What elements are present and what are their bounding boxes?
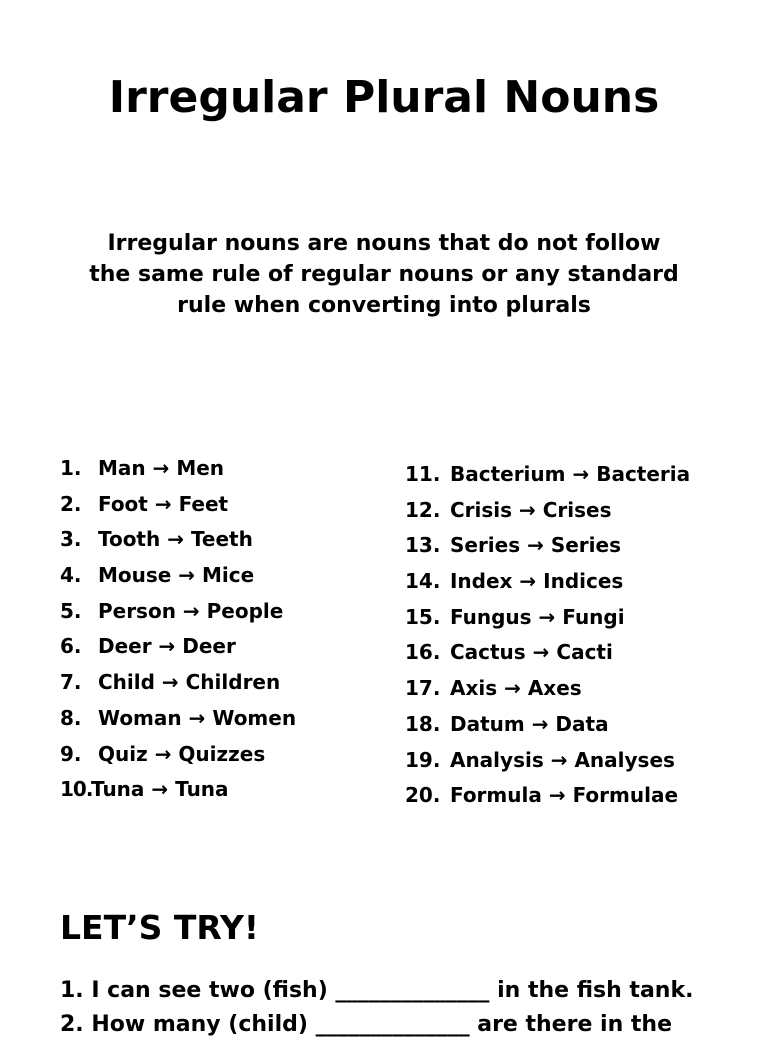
- plural-noun: Series: [550, 533, 621, 558]
- plural-noun: People: [206, 598, 284, 623]
- arrow-icon: →: [151, 777, 169, 802]
- singular-noun: Quiz: [97, 741, 148, 766]
- item-number: 9.: [60, 741, 82, 766]
- noun-list-right: [405, 461, 690, 818]
- list-item: [405, 782, 690, 818]
- arrow-icon: →: [158, 634, 176, 659]
- arrow-icon: →: [178, 563, 196, 588]
- list-item: [60, 633, 296, 669]
- plural-noun: Indices: [543, 569, 624, 594]
- arrow-icon: →: [572, 462, 590, 486]
- section-title: LET’S TRY!: [60, 908, 259, 947]
- singular-noun: Tuna: [91, 777, 145, 802]
- item-number: 17.: [405, 676, 441, 701]
- list-item: [405, 675, 690, 711]
- plural-noun: Bacteria: [596, 462, 691, 486]
- item-number: 2.: [60, 491, 82, 516]
- singular-noun: Mouse: [97, 563, 172, 588]
- exercise-item: 1. I can see two (fish) ______________ in the fish tank.: [60, 978, 694, 1003]
- noun-list-left: [60, 455, 296, 812]
- singular-noun: Man: [97, 456, 146, 480]
- item-number: 14.: [405, 569, 441, 594]
- plural-noun: Axes: [527, 676, 582, 701]
- singular-noun: Datum: [449, 711, 525, 736]
- list-item: [405, 532, 690, 568]
- plural-noun: Fungi: [562, 604, 625, 629]
- item-number: 3.: [60, 527, 82, 552]
- list-item: [405, 747, 690, 783]
- list-item: [60, 562, 296, 598]
- item-number: 10.: [60, 777, 93, 802]
- plural-noun: Men: [176, 456, 225, 480]
- plural-noun: Feet: [178, 491, 229, 516]
- item-number: 16.: [405, 640, 441, 665]
- list-item: [60, 491, 296, 527]
- singular-noun: Crisis: [449, 497, 513, 522]
- arrow-icon: →: [550, 747, 568, 772]
- singular-noun: Analysis: [449, 747, 544, 772]
- item-number: 12.: [405, 497, 441, 522]
- plural-noun: Quizzes: [178, 741, 266, 766]
- plural-noun: Data: [555, 711, 609, 736]
- item-number: 18.: [405, 711, 441, 736]
- list-item: [405, 461, 690, 497]
- plural-noun: Tuna: [175, 777, 229, 802]
- plural-noun: Teeth: [190, 527, 253, 552]
- plural-noun: Deer: [182, 634, 236, 659]
- plural-noun: Crises: [542, 497, 612, 522]
- arrow-icon: →: [167, 527, 184, 552]
- intro-paragraph: Irregular nouns are nouns that do not follow the same rule of regular nouns or any standard rule when converting into plurals: [89, 231, 679, 318]
- list-item: [405, 639, 690, 675]
- arrow-icon: →: [548, 783, 566, 808]
- singular-noun: Person: [97, 598, 176, 623]
- arrow-icon: →: [519, 569, 537, 594]
- plural-noun: Analyses: [574, 747, 675, 772]
- plural-noun: Formulae: [572, 783, 679, 808]
- arrow-icon: →: [154, 741, 172, 766]
- item-number: 7.: [60, 670, 82, 695]
- arrow-icon: →: [152, 456, 170, 480]
- singular-noun: Formula: [449, 783, 542, 808]
- arrow-icon: →: [182, 598, 200, 623]
- item-number: 20.: [405, 783, 441, 808]
- singular-noun: Index: [449, 569, 513, 594]
- page-title: Irregular Plural Nouns: [108, 72, 660, 123]
- plural-noun: Mice: [202, 563, 255, 588]
- arrow-icon: →: [531, 711, 549, 736]
- arrow-icon: →: [527, 533, 544, 558]
- list-item: [60, 455, 296, 491]
- item-number: 11.: [405, 462, 441, 486]
- arrow-icon: →: [161, 670, 179, 695]
- list-item: [60, 776, 296, 812]
- item-number: 6.: [60, 634, 82, 659]
- item-number: 4.: [60, 563, 82, 588]
- singular-noun: Woman: [97, 705, 182, 730]
- singular-noun: Fungus: [449, 604, 532, 629]
- arrow-icon: →: [538, 604, 556, 629]
- singular-noun: Child: [97, 670, 155, 695]
- list-item: [60, 705, 296, 741]
- singular-noun: Axis: [449, 676, 498, 701]
- plural-noun: Women: [212, 705, 297, 730]
- singular-noun: Deer: [97, 634, 152, 659]
- exercise-item: 2. How many (child) ______________ are there in the: [60, 1012, 672, 1037]
- item-number: 13.: [405, 533, 441, 558]
- plural-noun: Children: [185, 670, 281, 695]
- list-item: [405, 604, 690, 640]
- plural-noun: Cacti: [556, 640, 613, 665]
- arrow-icon: →: [154, 491, 172, 516]
- list-item: [60, 741, 296, 777]
- item-number: 15.: [405, 604, 441, 629]
- arrow-icon: →: [532, 640, 550, 665]
- singular-noun: Cactus: [449, 640, 526, 665]
- singular-noun: Tooth: [97, 527, 161, 552]
- list-item: [405, 711, 690, 747]
- list-item: [60, 526, 296, 562]
- list-item: [405, 497, 690, 533]
- item-number: 1.: [60, 456, 82, 480]
- list-item: [60, 598, 296, 634]
- arrow-icon: →: [504, 676, 521, 701]
- item-number: 5.: [60, 598, 82, 623]
- arrow-icon: →: [519, 497, 536, 522]
- singular-noun: Bacterium: [449, 462, 566, 486]
- arrow-icon: →: [188, 705, 206, 730]
- singular-noun: Foot: [97, 491, 148, 516]
- singular-noun: Series: [449, 533, 521, 558]
- list-item: [405, 568, 690, 604]
- list-item: [60, 669, 296, 705]
- item-number: 8.: [60, 705, 82, 730]
- item-number: 19.: [405, 747, 441, 772]
